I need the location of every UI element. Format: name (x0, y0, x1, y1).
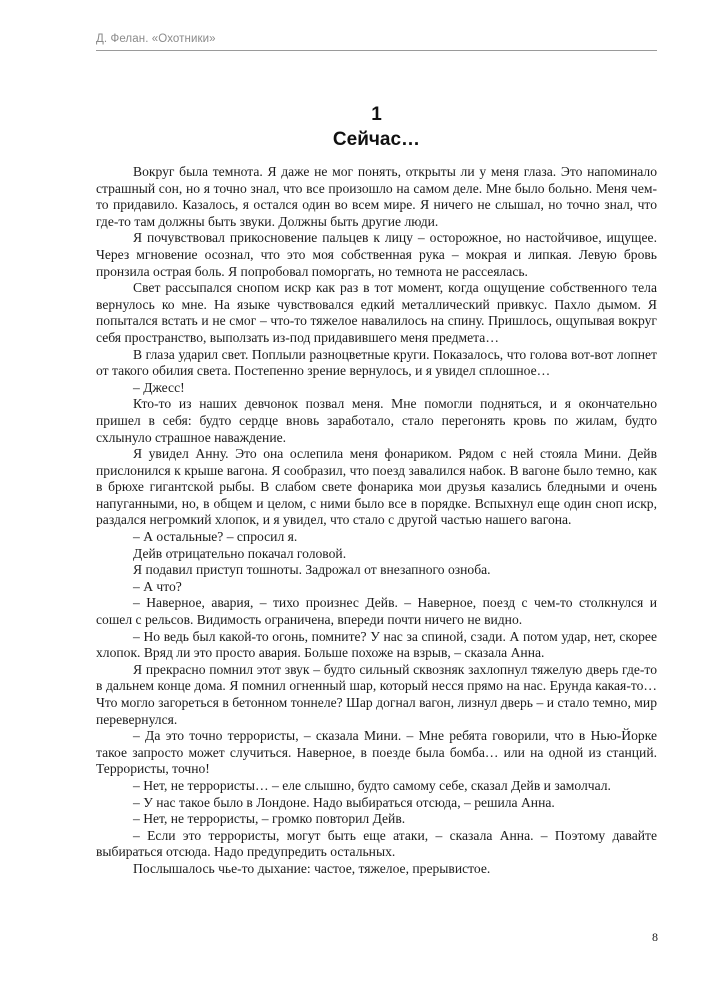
paragraph: В глаза ударил свет. Поплыли разноцветные круги. Показалось, что голова вот-вот лопнет от такого обилия света. Постепенно зрение вернулось, и я увидел сплошное… (96, 346, 657, 379)
paragraph: Я почувствовал прикосновение пальцев к лицу – осторожное, но настойчивое, ищущее. Через мгновение осознал, что это моя собственная рука – мокрая и липкая. Левую бровь пронзила острая боль. Я попробовал поморгать, но темнота не рассеялась. (96, 230, 657, 279)
header-divider (96, 50, 657, 51)
chapter-heading (96, 103, 657, 153)
paragraph: – А остальные? – спросил я. (133, 529, 298, 545)
chapter-number: 1 (371, 104, 382, 125)
running-header: Д. Фелан. «Охотники» (96, 33, 216, 45)
paragraph: Я прекрасно помнил этот звук – будто сильный сквозняк захлопнул тяжелую дверь где-то в дальнем конце дома. Я помнил огненный шар, который несся прямо на нас. Ерунда какая-то… Что могло загореться в бетонном тоннеле? Шар догнал вагон, лизнул дверь – и стало темно, мир перевернулся. (96, 661, 657, 727)
paragraph: – Наверное, авария, – тихо произнес Дейв. – Наверное, поезд с чем-то столкнулся и сошел с рельсов. Видимость ограничена, впереди почти ничего не видно. (96, 595, 657, 628)
paragraph: Дейв отрицательно покачал головой. (133, 545, 347, 561)
paragraph: Я увидел Анну. Это она ослепила меня фонариком. Рядом с ней стояла Мини. Дейв прислонился к крыше вагона. Я сообразил, что поезд завалился набок. В вагоне было темно, как в брюхе гигантской рыбы. В слабом свете фонарика мои друзья казались бледными и очень напуганными, но, в общем и целом, с ними было все в порядке. Вспыхнул еще один сноп искр, раздался негромкий хлопок, и я увидел, что стало с другой частью нашего вагона. (96, 446, 657, 528)
paragraph: – Если это террористы, могут быть еще атаки, – сказала Анна. – Поэтому давайте выбираться отсюда. Надо предупредить остальных. (96, 827, 657, 860)
paragraph: – Джесс! (133, 379, 185, 395)
paragraph: Я подавил приступ тошноты. Задрожал от внезапного озноба. (133, 562, 491, 578)
paragraph: Послышалось чье-то дыхание: частое, тяжелое, прерывистое. (133, 860, 491, 876)
paragraph: Кто-то из наших девчонок позвал меня. Мне помогли подняться, и я окончательно пришел в себя: будто сердце вновь заработало, стало перегонять кровь по жилам, будто схлынуло страшное наваждение. (96, 396, 657, 445)
paragraph: – У нас такое было в Лондоне. Надо выбираться отсюда, – решила Анна. (133, 794, 555, 810)
body-text (96, 164, 657, 878)
paragraph: Вокруг была темнота. Я даже не мог понять, открыты ли у меня глаза. Это напоминало страшный сон, но я точно знал, что все произошло на самом деле. Мне было больно. Меня чем-то придавило. Казалось, я остался один во всем мире. Я ничего не слышал, но точно знал, что где-то там должны быть звуки. Должны быть другие люди. (96, 164, 657, 229)
paragraph: – Да это точно террористы, – сказала Мини. – Мне ребята говорили, что в Нью-Йорке такое запросто может случиться. Наверное, в поезде была бомба… или на одной из станций. Террористы, точно! (96, 728, 657, 777)
paragraph: – Нет, не террористы, – громко повторил Дейв. (133, 811, 406, 827)
chapter-title: Сейчас… (332, 129, 421, 150)
paragraph: – Но ведь был какой-то огонь, помните? У нас за спиной, сзади. А потом удар, нет, скорее хлопок. Вряд ли это просто авария. Больше похоже на взрыв, – сказала Анна. (96, 628, 657, 661)
paragraph: Свет рассыпался снопом искр как раз в тот момент, когда ощущение собственного тела вернулось ко мне. На языке чувствовался едкий металлический привкус. Пахло дымом. Я попытался встать и не смог – что-то тяжелое навалилось на спину. Пришлось, ощупывая вокруг себя пространство, выползать из-под придавившего меня предмета… (96, 280, 657, 345)
page-number: 8 (652, 930, 658, 944)
paragraph: – Нет, не террористы… – еле слышно, будто самому себе, сказал Дейв и замолчал. (133, 777, 611, 793)
paragraph: – А что? (133, 578, 182, 594)
